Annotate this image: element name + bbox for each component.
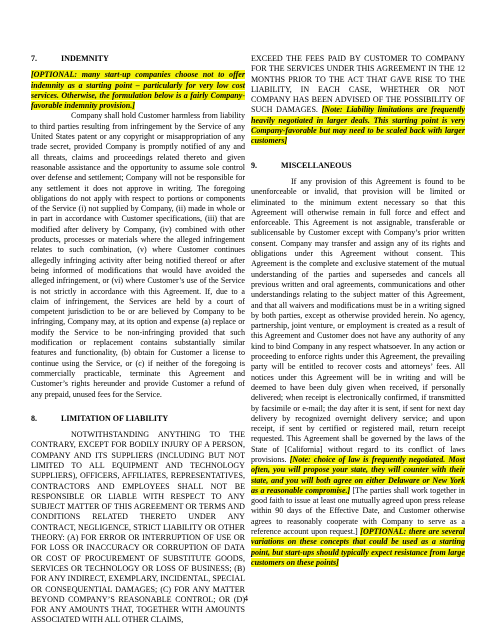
- right-column: [251, 54, 465, 568]
- section-title: LIMITATION OF LIABILITY: [61, 413, 169, 423]
- highlighted-note: [Note: Liability limitations are frequently heavily negotiated in larger deals. This starting point is very Company-favorable but may need to be scaled back with larger customers]: [251, 105, 465, 146]
- left-column: [31, 54, 245, 626]
- section-heading-misc: [251, 161, 465, 171]
- highlighted-note: [Note: choice of law is frequently negotiated. Most often, you will propose your state, they will counter with their state, and you will both agree on either Delaware or New York as a reasonable compromise.]: [251, 454, 465, 495]
- section-heading-indemnity: [31, 54, 245, 64]
- indemnity-body: Company shall hold Customer harmless from liability to third parties resulting from infringement by the Service of any United States patent or any copyright or misappropriation of any trade secret, provided Company is promptly notified of any and all threats, claims and proceedings related thereto and given reasonable assistance and the opportunity to assume sole control over defense and settlement; Company will not be responsible for any settlement it does not approve in writing. The foregoing obligations do not apply with respect to portions or components of the Service (i) not supplied by Company, (ii) made in whole or in part in accordance with Customer specifications, (iii) that are modified after delivery by Company, (iv) combined with other products, processes or materials where the alleged infringement relates to such combination, (v) where Customer continues allegedly infringing activity after being notified thereof or after being informed of modifications that would have avoided the alleged infringement, or (vi) where Customer’s use of the Service is not strictly in accordance with this Agreement. If, due to a claim of infringement, the Services are held by a court of competent jurisdiction to be or are believed by Company to be infringing, Company may, at its option and expense (a) replace or modify the Service to be non-infringing provided that such modification or replacement contains substantially similar features and functionality, (b) obtain for Customer a license to continue using the Service, or (c) if neither of the foregoing is commercially practicable, terminate this Agreement and Customer’s rights hereunder and provide Customer a refund of any prepaid, unused fees for the Service.: [31, 111, 245, 399]
- misc-body: [251, 177, 465, 568]
- section-number: 8.: [31, 413, 38, 423]
- page-number: 4: [244, 594, 248, 603]
- limitation-continuation: [251, 54, 465, 147]
- section-title: MISCELLANEOUS: [281, 160, 352, 170]
- misc-body-text-2: [The parties shall work together in good faith to issue at least one mutually agreed upon press release within 90 days of the Effective Date, and Customer otherwise agrees to reasonably cooperate with Company to serve as a reference account upon request.]: [251, 485, 465, 537]
- indemnity-note: [31, 70, 245, 111]
- misc-body-text: If any provision of this Agreement is found to be unenforceable or invalid, that provision will be limited or eliminated to the minimum extent necessary so that this Agreement will otherwise remain in full force and effect and enforceable. This Agreement is not assignable, transferable or sublicensable by Customer except with Company’s prior written consent. Company may transfer and assign any of its rights and obligations under this Agreement without consent. This Agreement is the complete and exclusive statement of the mutual understanding of the parties and supersedes and cancels all previous written and oral agreements, communications and other understandings relating to the subject matter of this Agreement, and that all waivers and modifications must be in a writing signed by both parties, except as otherwise provided herein. No agency, partnership, joint venture, or employment is created as a result of this Agreement and Customer does not have any authority of any kind to bind Company in any respect whatsoever. In any action or proceeding to enforce rights under this Agreement, the prevailing party will be entitled to recover costs and attorneys’ fees. All notices under this Agreement will be in writing and will be deemed to have been duly given when received, if personally delivered; when receipt is electronically confirmed, if transmitted by facsimile or e-mail; the day after it is sent, if sent for next day delivery by recognized overnight delivery service; and upon receipt, if sent by certified or registered mail, return receipt requested. This Agreement shall be governed by the laws of the State of [California] without regard to its conflict of laws provisions.: [251, 176, 465, 464]
- section-heading-limitation: [31, 414, 245, 424]
- section-number: 9.: [251, 160, 258, 170]
- section-number: 7.: [31, 54, 38, 63]
- limitation-body: NOTWITHSTANDING ANYTHING TO THE CONTRARY, EXCEPT FOR BODILY INJURY OF A PERSON, COMPANY AND ITS SUPPLIERS (INCLUDING BUT NOT LIMITED TO ALL EQUIPMENT AND TECHNOLOGY SUPPLIERS), OFFICERS, AFFILIATES, REPRESENTATIVES, CONTRACTORS AND EMPLOYEES SHALL NOT BE RESPONSIBLE OR LIABLE WITH RESPECT TO ANY SUBJECT MATTER OF THIS AGREEMENT OR TERMS AND CONDITIONS RELATED THERETO UNDER ANY CONTRACT, NEGLIGENCE, STRICT LIABILITY OR OTHER THEORY: (A) FOR ERROR OR INTERRUPTION OF USE OR FOR LOSS OR INACCURACY OR CORRUPTION OF DATA OR COST OF PROCUREMENT OF SUBSTITUTE GOODS, SERVICES OR TECHNOLOGY OR LOSS OF BUSINESS; (B) FOR ANY INDIRECT, EXEMPLARY, INCIDENTAL, SPECIAL OR CONSEQUENTIAL DAMAGES; (C) FOR ANY MATTER BEYOND COMPANY’S REASONABLE CONTROL; OR (D) FOR ANY AMOUNTS THAT, TOGETHER WITH AMOUNTS ASSOCIATED WITH ALL OTHER CLAIMS,: [31, 430, 245, 625]
- highlighted-note: [OPTIONAL: many start-up companies choose not to offer indemnity as a starting point – particularly for very low cost services. Otherwise, the formulation below is a fairly Company-favorable indemnity provision.]: [31, 70, 245, 111]
- section-title: INDEMNITY: [61, 54, 109, 63]
- highlighted-note: [OPTIONAL: there are several variations on these concepts that could be used as a starting point, but start-ups should typically expect resistance from large customers on these points]: [251, 527, 465, 567]
- limitation-continuation-text: EXCEED THE FEES PAID BY CUSTOMER TO COMPANY FOR THE SERVICES UNDER THIS AGREEMENT IN THE 12 MONTHS PRIOR TO THE ACT THAT GAVE RISE TO THE LIABILITY, IN EACH CASE, WHETHER OR NOT COMPANY HAS BEEN ADVISED OF THE POSSIBILITY OF SUCH DAMAGES.: [251, 54, 465, 115]
